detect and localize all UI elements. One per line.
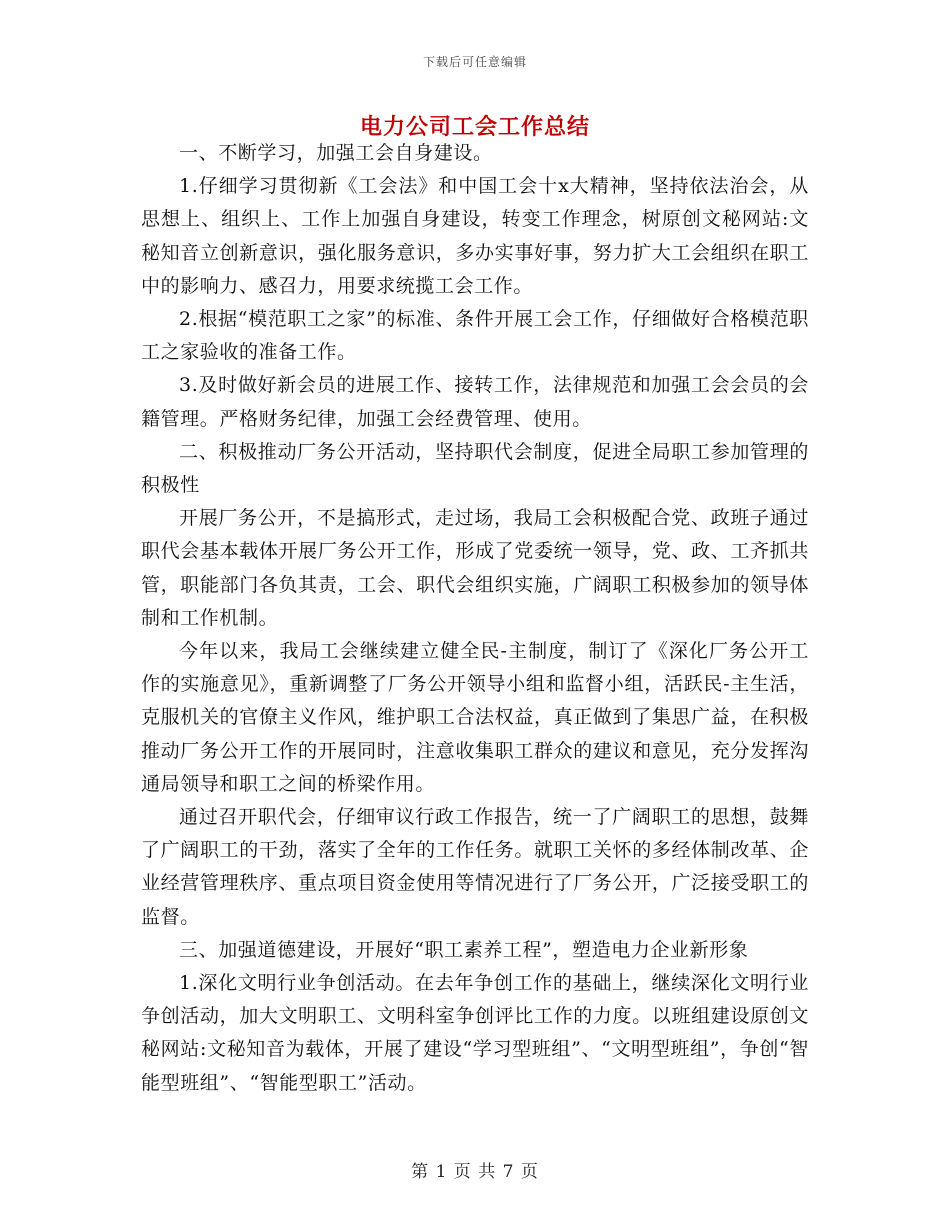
- paragraph: 通过召开职代会，仔细审议行政工作报告，统一了广阔职工的思想，鼓舞了广阔职工的干劲，落实了全年的工作任务。就职工关怀的多经体制改革、企业经营管理秩序、重点项目资金使用等情况进行了厂务公开，广泛接受职工的监督。: [141, 806, 809, 928]
- page-number-footer: 第 1 页 共 7 页: [411, 1162, 539, 1182]
- paragraph: 3.及时做好新会员的进展工作、接转工作，法律规范和加强工会会员的会籍管理。严格财务纪律，加强工会经费管理、使用。: [141, 374, 809, 430]
- section-heading-3: 三、加强道德建设，开展好“职工素养工程”，塑造电力企业新形象: [179, 938, 749, 961]
- paragraph: 2.根据“模范职工之家”的标准、条件开展工会工作，仔细做好合格模范职工之家验收的准备工作。: [141, 308, 809, 364]
- document-body: [141, 137, 809, 1100]
- paragraph: 今年以来，我局工会继续建立健全民-主制度，制订了《深化厂务公开工作的实施意见》，重新调整了厂务公开领导小组和监督小组，活跃民-主生活，克服机关的官僚主义作风，维护职工合法权益，真正做到了集思广益，在积极推动厂务公开工作的开展同时，注意收集职工群众的建议和意见，充分发挥沟通局领导和职工之间的桥梁作用。: [141, 640, 809, 795]
- header-note: 下载后可任意编辑: [422, 55, 527, 69]
- document-title: 电力公司工会工作总结: [359, 114, 590, 140]
- section-heading-2: 二、积极推动厂务公开活动，坚持职代会制度，促进全局职工参加管理的积极性: [141, 440, 809, 497]
- paragraph: 开展厂务公开，不是搞形式，走过场，我局工会积极配合党、政班子通过职代会基本载体开展厂务公开工作，形成了党委统一领导，党、政、工齐抓共管，职能部门各负其责，工会、职代会组织实施，广阔职工积极参加的领导体制和工作机制。: [141, 507, 809, 629]
- paragraph: 1.仔细学习贯彻新《工会法》和中国工会十x大精神，坚持依法治会，从思想上、组织上、工作上加强自身建设，转变工作理念，树原创文秘网站:文秘知音立创新意识，强化服务意识，多办实事好事，努力扩大工会组织在职工中的影响力、感召力，用要求统揽工会工作。: [141, 175, 809, 297]
- section-heading-1: 一、不断学习，加强工会自身建设。: [179, 142, 493, 164]
- paragraph: 1.深化文明行业争创活动。在去年争创工作的基础上，继续深化文明行业争创活动，加大文明职工、文明科室争创评比工作的力度。以班组建设原创文秘网站:文秘知音为载体，开展了建设“学习型班组”、“文明型班组”，争创“智能型班组”、“智能型职工”活动。: [141, 972, 809, 1094]
